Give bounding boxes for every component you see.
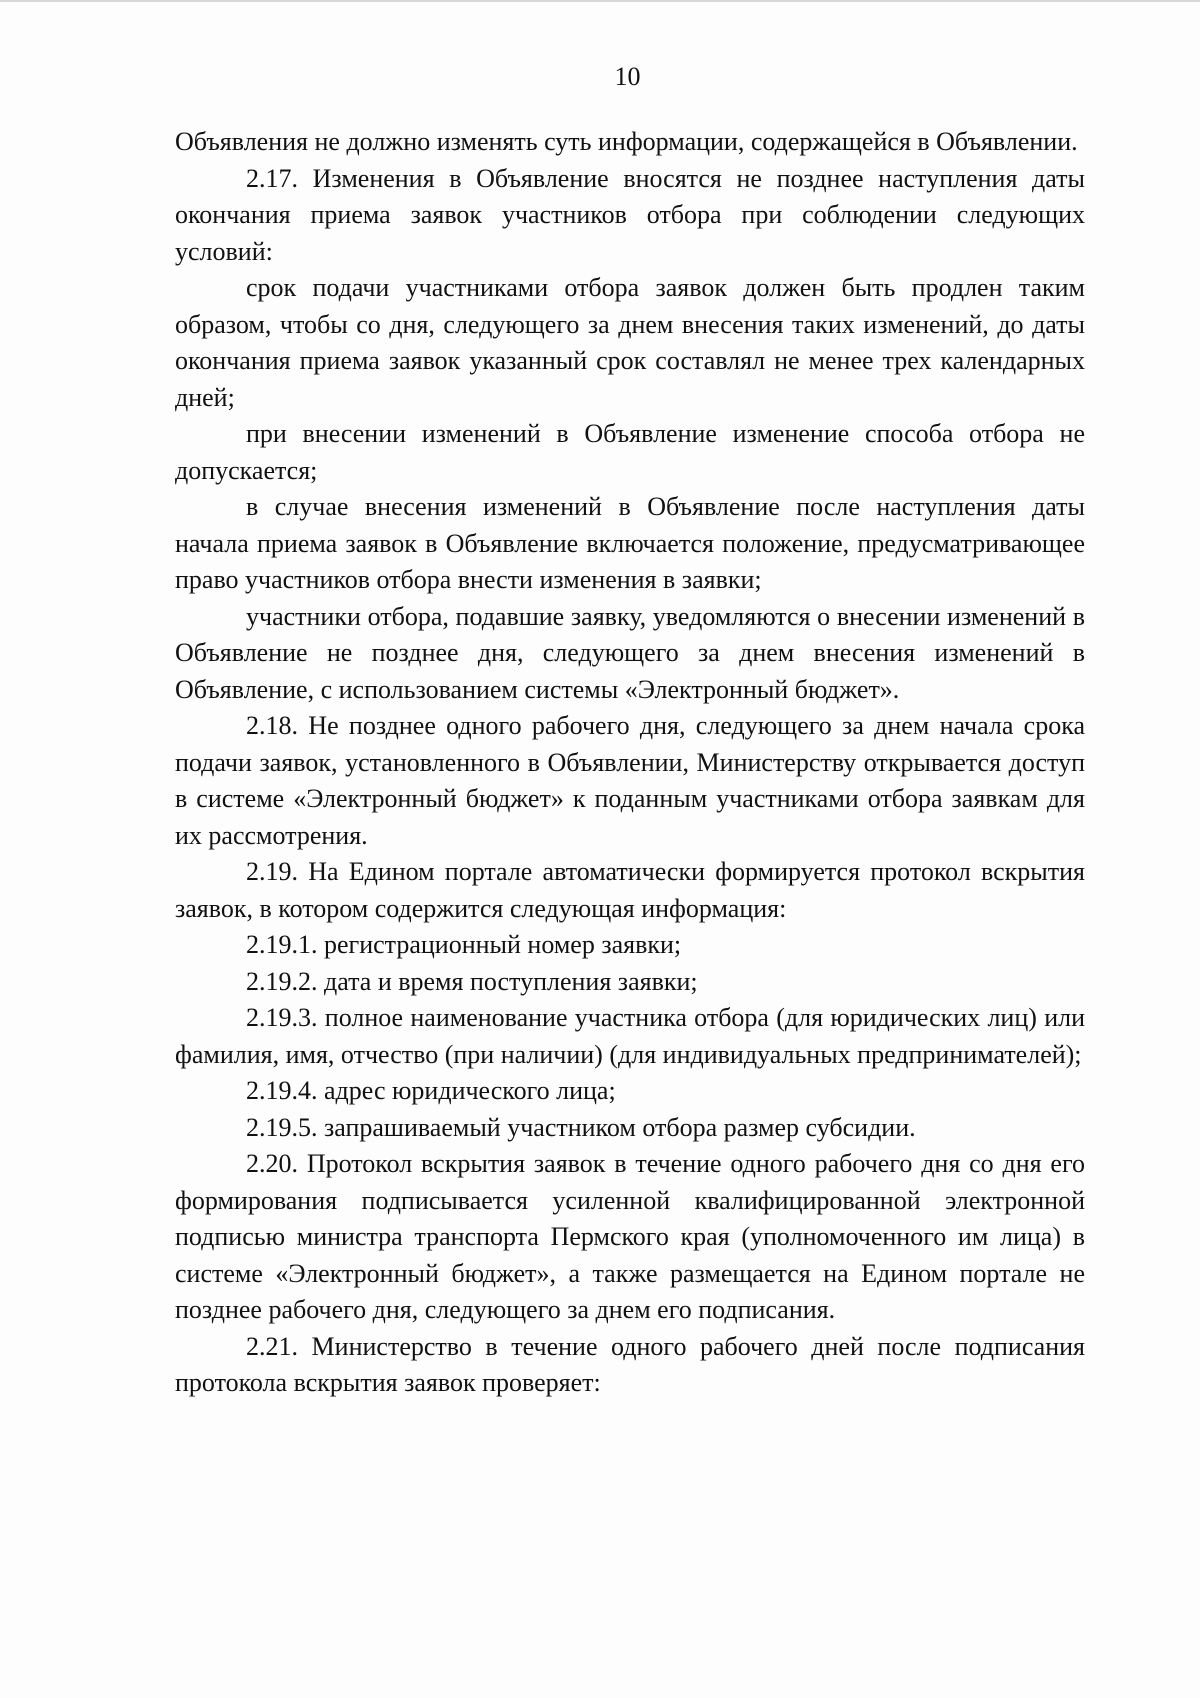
paragraph-2-19-2: 2.19.2. дата и время поступления заявки; xyxy=(246,966,698,996)
paragraph-application-changes: в случае внесения изменений в Объявление после наступления даты начала приема заявок в Объявление включается положение, предусматривающее право участников отбора внести изменения в заявки; xyxy=(175,492,1085,594)
paragraph-2-19-4: 2.19.4. адрес юридического лица; xyxy=(246,1076,616,1105)
paragraph-2-18: 2.18. Не позднее одного рабочего дня, следующего за днем начала срока подачи заявок, установленного в Объявлении, Министерству открывается доступ в системе «Электронный бюджет» к поданным участниками отбора заявкам для их рассмотрения. xyxy=(175,711,1085,850)
paragraph-2-19-1: 2.19.1. регистрационный номер заявки; xyxy=(246,930,682,959)
paragraph-2-19: 2.19. На Едином портале автоматически формируется протокол вскрытия заявок, в котором содержится следующая информация: xyxy=(175,857,1085,923)
paragraph-2-17: 2.17. Изменения в Объявление вносятся не позднее наступления даты окончания приема заявок участников отбора при соблюдении следующих условий: xyxy=(175,163,1085,266)
page-number: 10 xyxy=(614,62,641,91)
paragraph-method-change: при внесении изменений в Объявление изменение способа отбора не допускается; xyxy=(175,419,1085,485)
paragraph-deadline-extension: срок подачи участниками отбора заявок должен быть продлен таким образом, чтобы со дня, следующего за днем внесения таких изменений, до даты окончания приема заявок указанный срок составлял не менее трех календарных дней; xyxy=(175,273,1085,412)
paragraph-notification: участники отбора, подавшие заявку, уведомляются о внесении изменений в Объявление не позднее дня, следующего за днем внесения изменений в Объявление, с использованием системы «Электронный бюджет». xyxy=(175,601,1085,704)
document-body xyxy=(175,124,1085,1402)
scan-edge xyxy=(0,0,1200,2)
paragraph-2-21: 2.21. Министерство в течение одного рабочего дней после подписания протокола вскрытия заявок проверяет: xyxy=(175,1331,1085,1397)
paragraph-2-19-3: 2.19.3. полное наименование участника отбора (для юридических лиц) или фамилия, имя, отчество (при наличии) (для индивидуальных предпринимателей); xyxy=(175,1003,1085,1069)
paragraph-2-20: 2.20. Протокол вскрытия заявок в течение одного рабочего дня со дня его формирования подписывается усиленной квалифицированной электронной подписью министра транспорта Пермского края (уполномоченного им лица) в системе «Электронный бюджет», а также размещается на Едином портале не позднее рабочего дня, следующего за днем его подписания. xyxy=(175,1149,1085,1324)
paragraph-continuation: Объявления не должно изменять суть информации, содержащейся в Объявлении. xyxy=(175,127,1078,156)
paragraph-2-19-5: 2.19.5. запрашиваемый участником отбора размер субсидии. xyxy=(246,1112,916,1142)
